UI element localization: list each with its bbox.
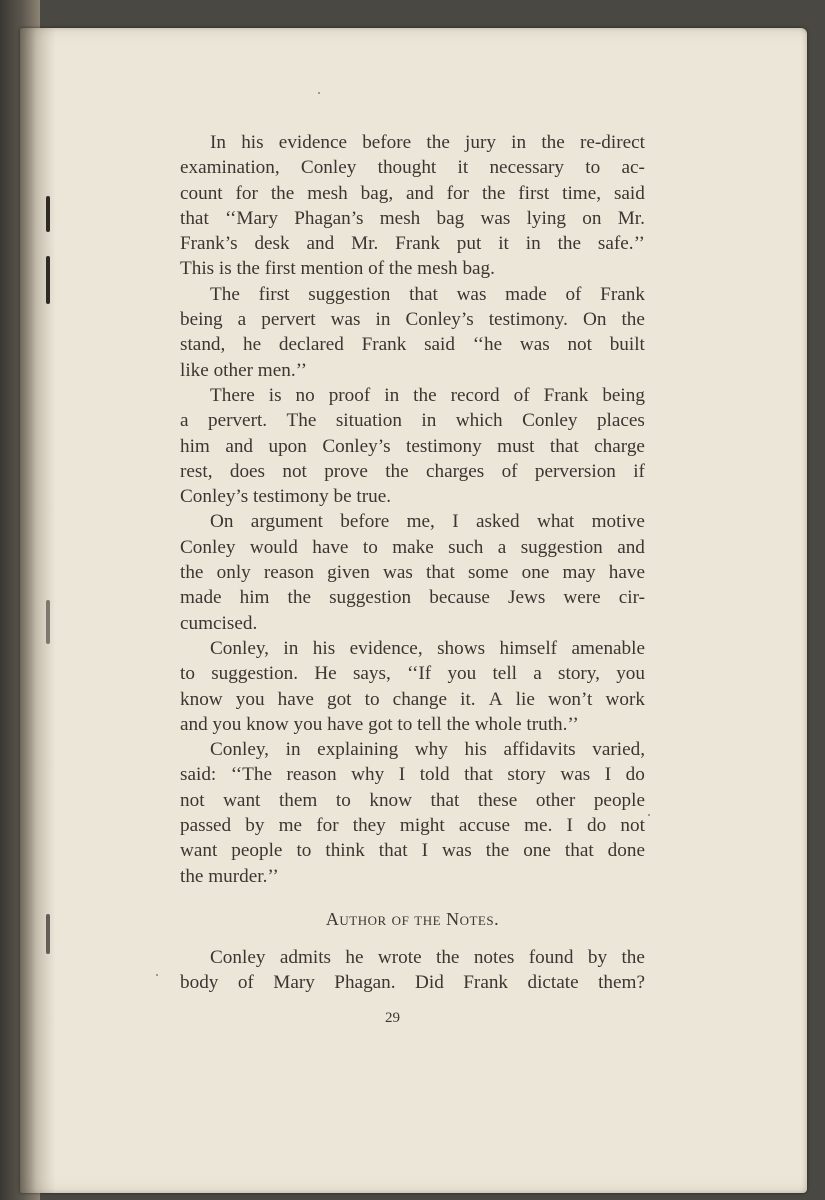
text-line [180, 788, 645, 813]
word: declared [278, 334, 344, 356]
word: Mr. [351, 233, 379, 255]
word: were [563, 587, 601, 609]
text-line [180, 687, 645, 712]
word: done [607, 840, 645, 862]
line-text: and you know you have got to tell the whole truth.’’ [180, 713, 579, 735]
text-line [180, 307, 645, 332]
word: accuse [458, 815, 510, 837]
word: suggestion. [211, 663, 299, 685]
word: only [216, 562, 251, 584]
word: to [335, 789, 351, 811]
closing-paragraph-lines [180, 945, 645, 996]
line-text: This is the first mention of the mesh bag. [180, 258, 495, 280]
word: Conley’s [405, 309, 474, 331]
text-line [180, 332, 645, 357]
word: motive [591, 511, 645, 533]
word: may [562, 562, 596, 584]
text-line [180, 358, 645, 383]
word: not [567, 334, 592, 356]
word: have [312, 536, 349, 558]
text-line [180, 712, 645, 737]
word: want [223, 789, 261, 811]
word: that [464, 764, 493, 786]
word: them [278, 789, 318, 811]
word: I [566, 815, 573, 837]
word: made [180, 587, 222, 609]
text-line [180, 762, 645, 787]
word: said [424, 334, 455, 356]
text-line [180, 459, 645, 484]
word: In [210, 132, 226, 153]
word: Frank [543, 384, 589, 406]
word: Frank [395, 233, 440, 255]
word: for [446, 182, 470, 204]
word: his [312, 637, 336, 659]
word: re-direct [579, 132, 645, 153]
text-line [180, 206, 645, 231]
word: Conley, [210, 637, 269, 659]
word: in [511, 132, 527, 153]
word: pervert. [207, 410, 268, 432]
word: body [180, 972, 219, 994]
word: in [285, 739, 301, 761]
word: do [625, 764, 645, 786]
word: and [406, 182, 434, 204]
word: the [413, 384, 437, 406]
word: being [602, 384, 645, 406]
line-text: the murder.’’ [180, 865, 279, 887]
word: Frank [361, 334, 407, 356]
word: me, [406, 511, 435, 533]
word: perversion [534, 460, 616, 482]
word: ‘‘Mary [225, 207, 278, 229]
word: by [587, 946, 608, 968]
word: reason [286, 764, 337, 786]
word: ‘‘If [407, 663, 432, 685]
binding-thread-mark [46, 196, 50, 232]
word: On [210, 511, 234, 533]
word: that [409, 283, 438, 305]
word: which [455, 410, 503, 432]
text-line [180, 509, 645, 534]
binding-thread-mark [46, 256, 50, 304]
word: prove [324, 460, 368, 482]
word: testimony [406, 435, 482, 457]
word: that [180, 207, 209, 229]
word: have [277, 688, 314, 710]
text-line [180, 945, 645, 970]
text-line [180, 535, 645, 560]
word: the [287, 587, 311, 609]
word: Did [415, 972, 444, 994]
text-line [180, 661, 645, 686]
word: would [249, 536, 298, 558]
word: I [604, 764, 612, 786]
word: me. [524, 815, 553, 837]
word: to [180, 663, 195, 685]
word: Conley [300, 157, 357, 179]
word: that [564, 840, 594, 862]
word: do [587, 815, 607, 837]
word: suggestion [308, 283, 391, 305]
word: A [488, 688, 503, 710]
word: other [535, 789, 576, 811]
section-heading: Author of the Notes. [325, 908, 500, 929]
word: was [480, 207, 511, 229]
word: it [457, 157, 469, 179]
word: upon [268, 435, 307, 457]
word: in [283, 637, 299, 659]
word: a [533, 663, 542, 685]
word: Conley [522, 410, 578, 432]
word: to [362, 536, 378, 558]
word: they [352, 815, 386, 837]
binding-thread-mark [46, 600, 50, 644]
text-line [180, 256, 645, 281]
word: a [237, 309, 247, 331]
word: the [385, 460, 409, 482]
word: The [286, 410, 317, 432]
word: mesh [307, 182, 348, 204]
text-line [180, 838, 645, 863]
word: the [485, 840, 510, 862]
binding-thread-mark [46, 914, 50, 954]
word: first [518, 182, 550, 204]
word: Conley’s [322, 435, 391, 457]
word: not [282, 460, 307, 482]
word: in [421, 410, 437, 432]
text-line [180, 970, 645, 995]
page-number: 29 [385, 1010, 400, 1026]
word: time, [562, 182, 602, 204]
word: Mr. [617, 207, 645, 229]
word: no [295, 384, 315, 406]
word: one [521, 562, 550, 584]
word: argument [250, 511, 323, 533]
word: evidence [278, 132, 347, 153]
word: dictate [527, 972, 579, 994]
word: the [180, 562, 204, 584]
word: testimony. [488, 309, 568, 331]
word: to [364, 688, 380, 710]
word: Jews [508, 587, 546, 609]
word: because [429, 587, 490, 609]
word: that [430, 789, 460, 811]
word: Frank [600, 283, 645, 305]
word: found [528, 946, 574, 968]
word: count [180, 182, 223, 204]
word: suggestion [520, 536, 603, 558]
page-body-text [180, 130, 645, 996]
word: got [326, 688, 352, 710]
word: and [225, 435, 254, 457]
line-text: Conley’s testimony be true. [180, 486, 392, 508]
word: you [447, 663, 477, 685]
word: proof [328, 384, 371, 406]
text-line [180, 282, 645, 307]
word: the [557, 233, 582, 255]
word: it. [460, 688, 476, 710]
word: bag [436, 207, 465, 229]
word: explaining [317, 739, 399, 761]
word: being [180, 309, 223, 331]
word: Frank’s [180, 233, 238, 255]
word: and [306, 233, 335, 255]
word: of [501, 460, 518, 482]
word: think [325, 840, 365, 862]
word: of [565, 283, 582, 305]
text-line [180, 560, 645, 585]
text-line [180, 130, 645, 155]
word: given [327, 562, 370, 584]
word: shows [437, 637, 486, 659]
word: wrote [377, 946, 422, 968]
word: he [345, 946, 364, 968]
word: him [180, 435, 210, 457]
word: desk [254, 233, 290, 255]
word: why [414, 739, 448, 761]
word: to [296, 840, 312, 862]
word: a [180, 410, 189, 432]
word: passed [180, 815, 232, 837]
word: suggestion [329, 587, 412, 609]
text-line [180, 611, 645, 636]
word: told [419, 764, 450, 786]
word: Mary [273, 972, 315, 994]
word: not [620, 815, 645, 837]
word: varied, [592, 739, 645, 761]
word: asked [475, 511, 520, 533]
word: on [582, 207, 602, 229]
word: tell [492, 663, 517, 685]
word: in [384, 384, 400, 406]
word: might [399, 815, 445, 837]
word: a [497, 536, 507, 558]
word: the [541, 132, 565, 153]
word: the [621, 946, 645, 968]
text-line [180, 434, 645, 459]
text-line [180, 383, 645, 408]
word: mesh [379, 207, 421, 229]
text-line [180, 813, 645, 838]
word: places [596, 410, 645, 432]
paper-speck [156, 974, 158, 976]
word: The [210, 283, 240, 305]
word: situation [335, 410, 402, 432]
word: says, [352, 663, 391, 685]
word: must [497, 435, 535, 457]
word: first [258, 283, 290, 305]
word: people [231, 840, 283, 862]
word: change [392, 688, 448, 710]
word: does [229, 460, 266, 482]
word: have [608, 562, 645, 584]
word: the [270, 182, 295, 204]
word: On [582, 309, 607, 331]
word: that [549, 435, 579, 457]
word: There [210, 384, 255, 406]
word: the [426, 132, 450, 153]
word: that [378, 840, 408, 862]
word: Phagan. [334, 972, 396, 994]
word: in [525, 233, 541, 255]
text-line [180, 408, 645, 433]
text-line [180, 585, 645, 610]
word: record [450, 384, 500, 406]
word: by [245, 815, 265, 837]
word: if [633, 460, 645, 482]
word: is [268, 384, 282, 406]
word: was [330, 309, 361, 331]
text-line [180, 864, 645, 889]
word: me [278, 815, 303, 837]
line-text: cumcised. [180, 612, 258, 634]
text-line [180, 737, 645, 762]
word: before [340, 511, 390, 533]
word: pervert [261, 309, 316, 331]
gutter-shadow [20, 28, 56, 1193]
word: some [467, 562, 509, 584]
word: said: [180, 764, 217, 786]
word: lying [526, 207, 567, 229]
word: the [621, 309, 645, 331]
word: the [481, 182, 506, 204]
line-text: like other men.’’ [180, 359, 307, 381]
word: you [616, 663, 645, 685]
word: was [441, 840, 472, 862]
word: not [180, 789, 205, 811]
word: Frank [463, 972, 509, 994]
word: safe.’’ [597, 233, 645, 255]
word: the [435, 946, 460, 968]
word: lie [515, 688, 535, 710]
word: for [235, 182, 258, 204]
word: know [369, 789, 412, 811]
word: his [241, 132, 264, 153]
word: necessary [489, 157, 565, 179]
word: of [513, 384, 530, 406]
word: Phagan’s [294, 207, 364, 229]
word: he [243, 334, 262, 356]
word: what [536, 511, 575, 533]
word: made [505, 283, 547, 305]
word: stand, [180, 334, 226, 356]
word: put [456, 233, 482, 255]
text-line [180, 231, 645, 256]
word: it [498, 233, 509, 255]
word: Conley, [210, 739, 269, 761]
word: for [316, 815, 339, 837]
word: one [523, 840, 551, 862]
word: affidavits [503, 739, 576, 761]
word: himself [499, 637, 558, 659]
word: in [375, 309, 391, 331]
word: that [426, 562, 455, 584]
word: was [456, 283, 487, 305]
word: know [180, 688, 223, 710]
word: to [585, 157, 601, 179]
text-line [180, 155, 645, 180]
word: was [519, 334, 550, 356]
word: I [421, 840, 428, 862]
word: want [180, 840, 218, 862]
word: He [314, 663, 337, 685]
word: Conley [210, 946, 266, 968]
word: was [382, 562, 413, 584]
text-line [180, 181, 645, 206]
word: thought [377, 157, 437, 179]
word: jury [465, 132, 496, 153]
word: cir- [618, 587, 645, 609]
word: I [452, 511, 459, 533]
word: rest, [180, 460, 213, 482]
word: amenable [571, 637, 645, 659]
word: charge [594, 435, 645, 457]
paper-speck [648, 814, 650, 816]
word: I [398, 764, 406, 786]
word: story, [558, 663, 600, 685]
word: of [237, 972, 254, 994]
word: said [613, 182, 645, 204]
text-line [180, 484, 645, 509]
word: why [351, 764, 385, 786]
word: these [477, 789, 518, 811]
paragraph-lines [180, 130, 645, 889]
word: was [560, 764, 591, 786]
word: you [235, 688, 265, 710]
paper-speck [318, 92, 320, 94]
word: his [464, 739, 487, 761]
word: them? [598, 972, 645, 994]
word: won’t [547, 688, 593, 710]
word: before [362, 132, 412, 153]
word: work [605, 688, 645, 710]
word: ‘‘The [230, 764, 272, 786]
word: examination, [180, 157, 280, 179]
word: make [392, 536, 434, 558]
word: ac- [621, 157, 645, 179]
word: reason [263, 562, 314, 584]
word: people [593, 789, 645, 811]
word: charges [426, 460, 485, 482]
word: ‘‘he [472, 334, 503, 356]
word: bag, [360, 182, 394, 204]
word: story [507, 764, 546, 786]
word: built [609, 334, 645, 356]
text-line [180, 636, 645, 661]
word: admits [279, 946, 331, 968]
word: and [617, 536, 645, 558]
word: him [239, 587, 270, 609]
word: such [448, 536, 484, 558]
word: Conley [180, 536, 236, 558]
word: evidence, [349, 637, 423, 659]
word: notes [473, 946, 515, 968]
